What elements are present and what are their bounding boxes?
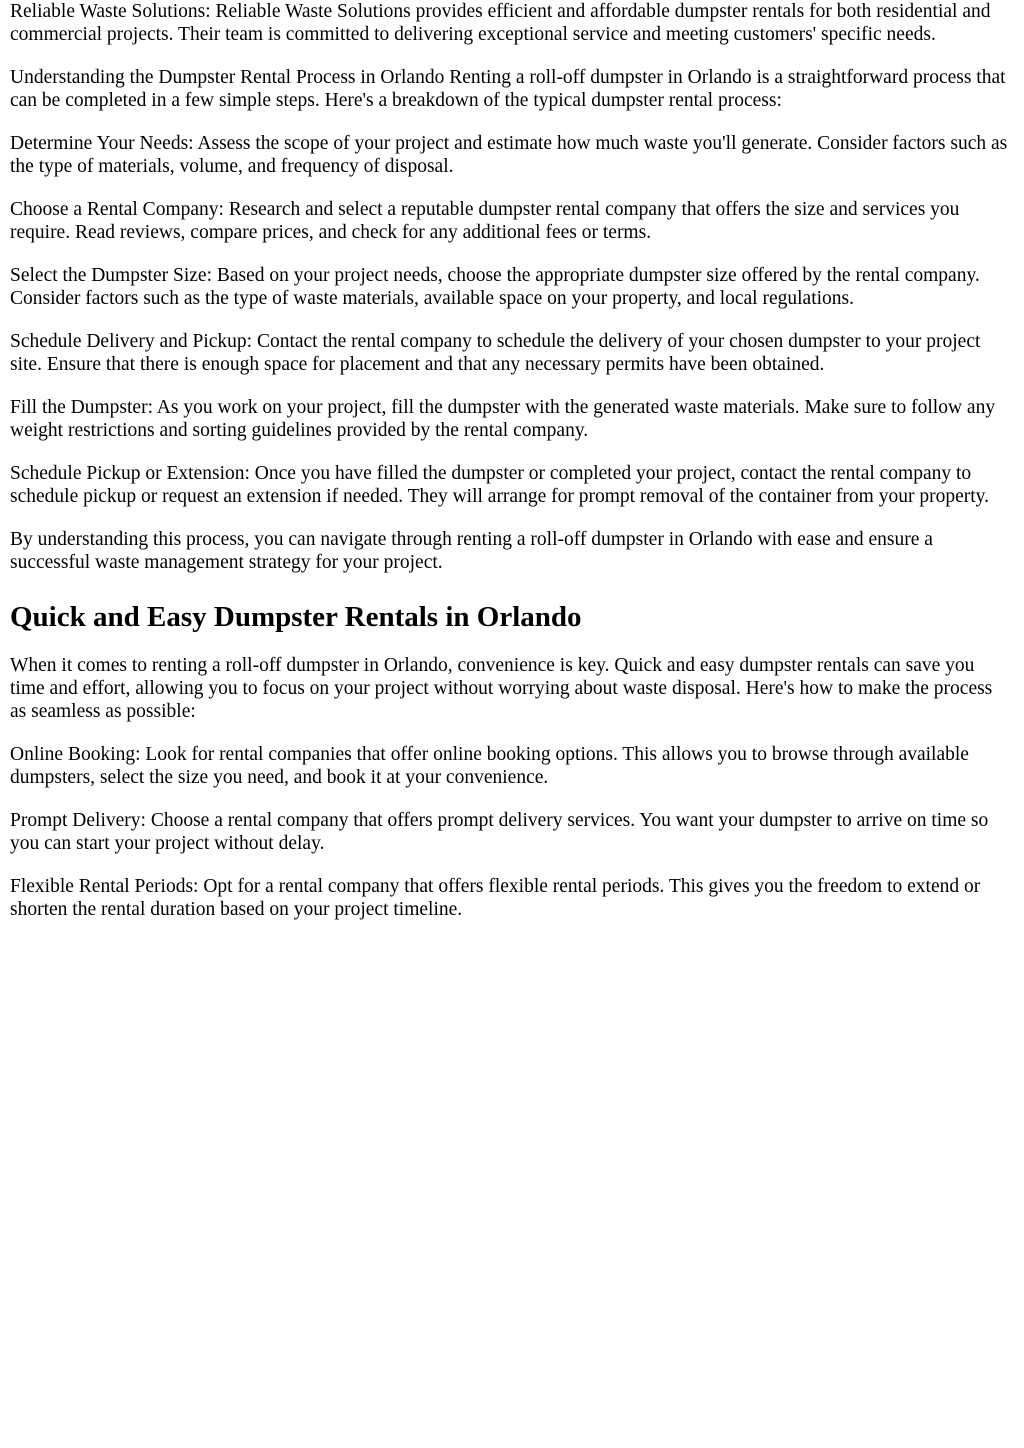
section-heading: Quick and Easy Dumpster Rentals in Orlando — [10, 601, 582, 633]
paragraph-select-size: Select the Dumpster Size: Based on your project needs, choose the appropriate dumpster size offered by the rental company. Consider factors such as the type of waste materials, available space on your property, and local regulations. — [10, 265, 980, 309]
paragraph-rental-process-intro: Understanding the Dumpster Rental Process in Orlando Renting a roll-off dumpster in Orlando is a straightforward process that can be completed in a few simple steps. Here's a breakdown of the typical dumpster rental process: — [10, 67, 1006, 111]
paragraph-flexible-periods: Flexible Rental Periods: Opt for a rental company that offers flexible rental periods. This gives you the freedom to extend or shorten the rental duration based on your project timeline. — [10, 876, 981, 920]
paragraph-determine-needs: Determine Your Needs: Assess the scope of your project and estimate how much waste you'll generate. Consider factors such as the type of materials, volume, and frequency of disposal. — [10, 133, 1008, 177]
paragraph-convenience-intro: When it comes to renting a roll-off dumpster in Orlando, convenience is key. Quick and easy dumpster rentals can save you time and effort, allowing you to focus on your project without worrying about waste disposal. Here's how to make the process as seamless as possible: — [10, 655, 993, 722]
paragraph-choose-company: Choose a Rental Company: Research and select a reputable dumpster rental company that offers the size and services you require. Read reviews, compare prices, and check for any additional fees or terms. — [10, 199, 960, 243]
paragraph-fill-dumpster: Fill the Dumpster: As you work on your project, fill the dumpster with the generated waste materials. Make sure to follow any weight restrictions and sorting guidelines provided by the rental company. — [10, 397, 996, 441]
paragraph-prompt-delivery: Prompt Delivery: Choose a rental company that offers prompt delivery services. You want your dumpster to arrive on time so you can start your project without delay. — [10, 810, 989, 854]
paragraph-reliable-waste-solutions: Reliable Waste Solutions: Reliable Waste Solutions provides efficient and affordable dumpster rentals for both residential and commercial projects. Their team is committed to delivering exceptional service and meeting customers' specific needs. — [10, 1, 991, 45]
paragraph-process-summary: By understanding this process, you can navigate through renting a roll-off dumpster in Orlando with ease and ensure a successful waste management strategy for your project. — [10, 529, 933, 573]
paragraph-schedule-delivery: Schedule Delivery and Pickup: Contact the rental company to schedule the delivery of your chosen dumpster to your project site. Ensure that there is enough space for placement and that any necessary permits have been obtained. — [10, 331, 981, 375]
paragraph-online-booking: Online Booking: Look for rental companies that offer online booking options. This allows you to browse through available dumpsters, select the size you need, and book it at your convenience. — [10, 744, 969, 788]
paragraph-schedule-pickup: Schedule Pickup or Extension: Once you have filled the dumpster or completed your project, contact the rental company to schedule pickup or request an extension if needed. They will arrange for prompt removal of the container from your property. — [10, 463, 989, 507]
